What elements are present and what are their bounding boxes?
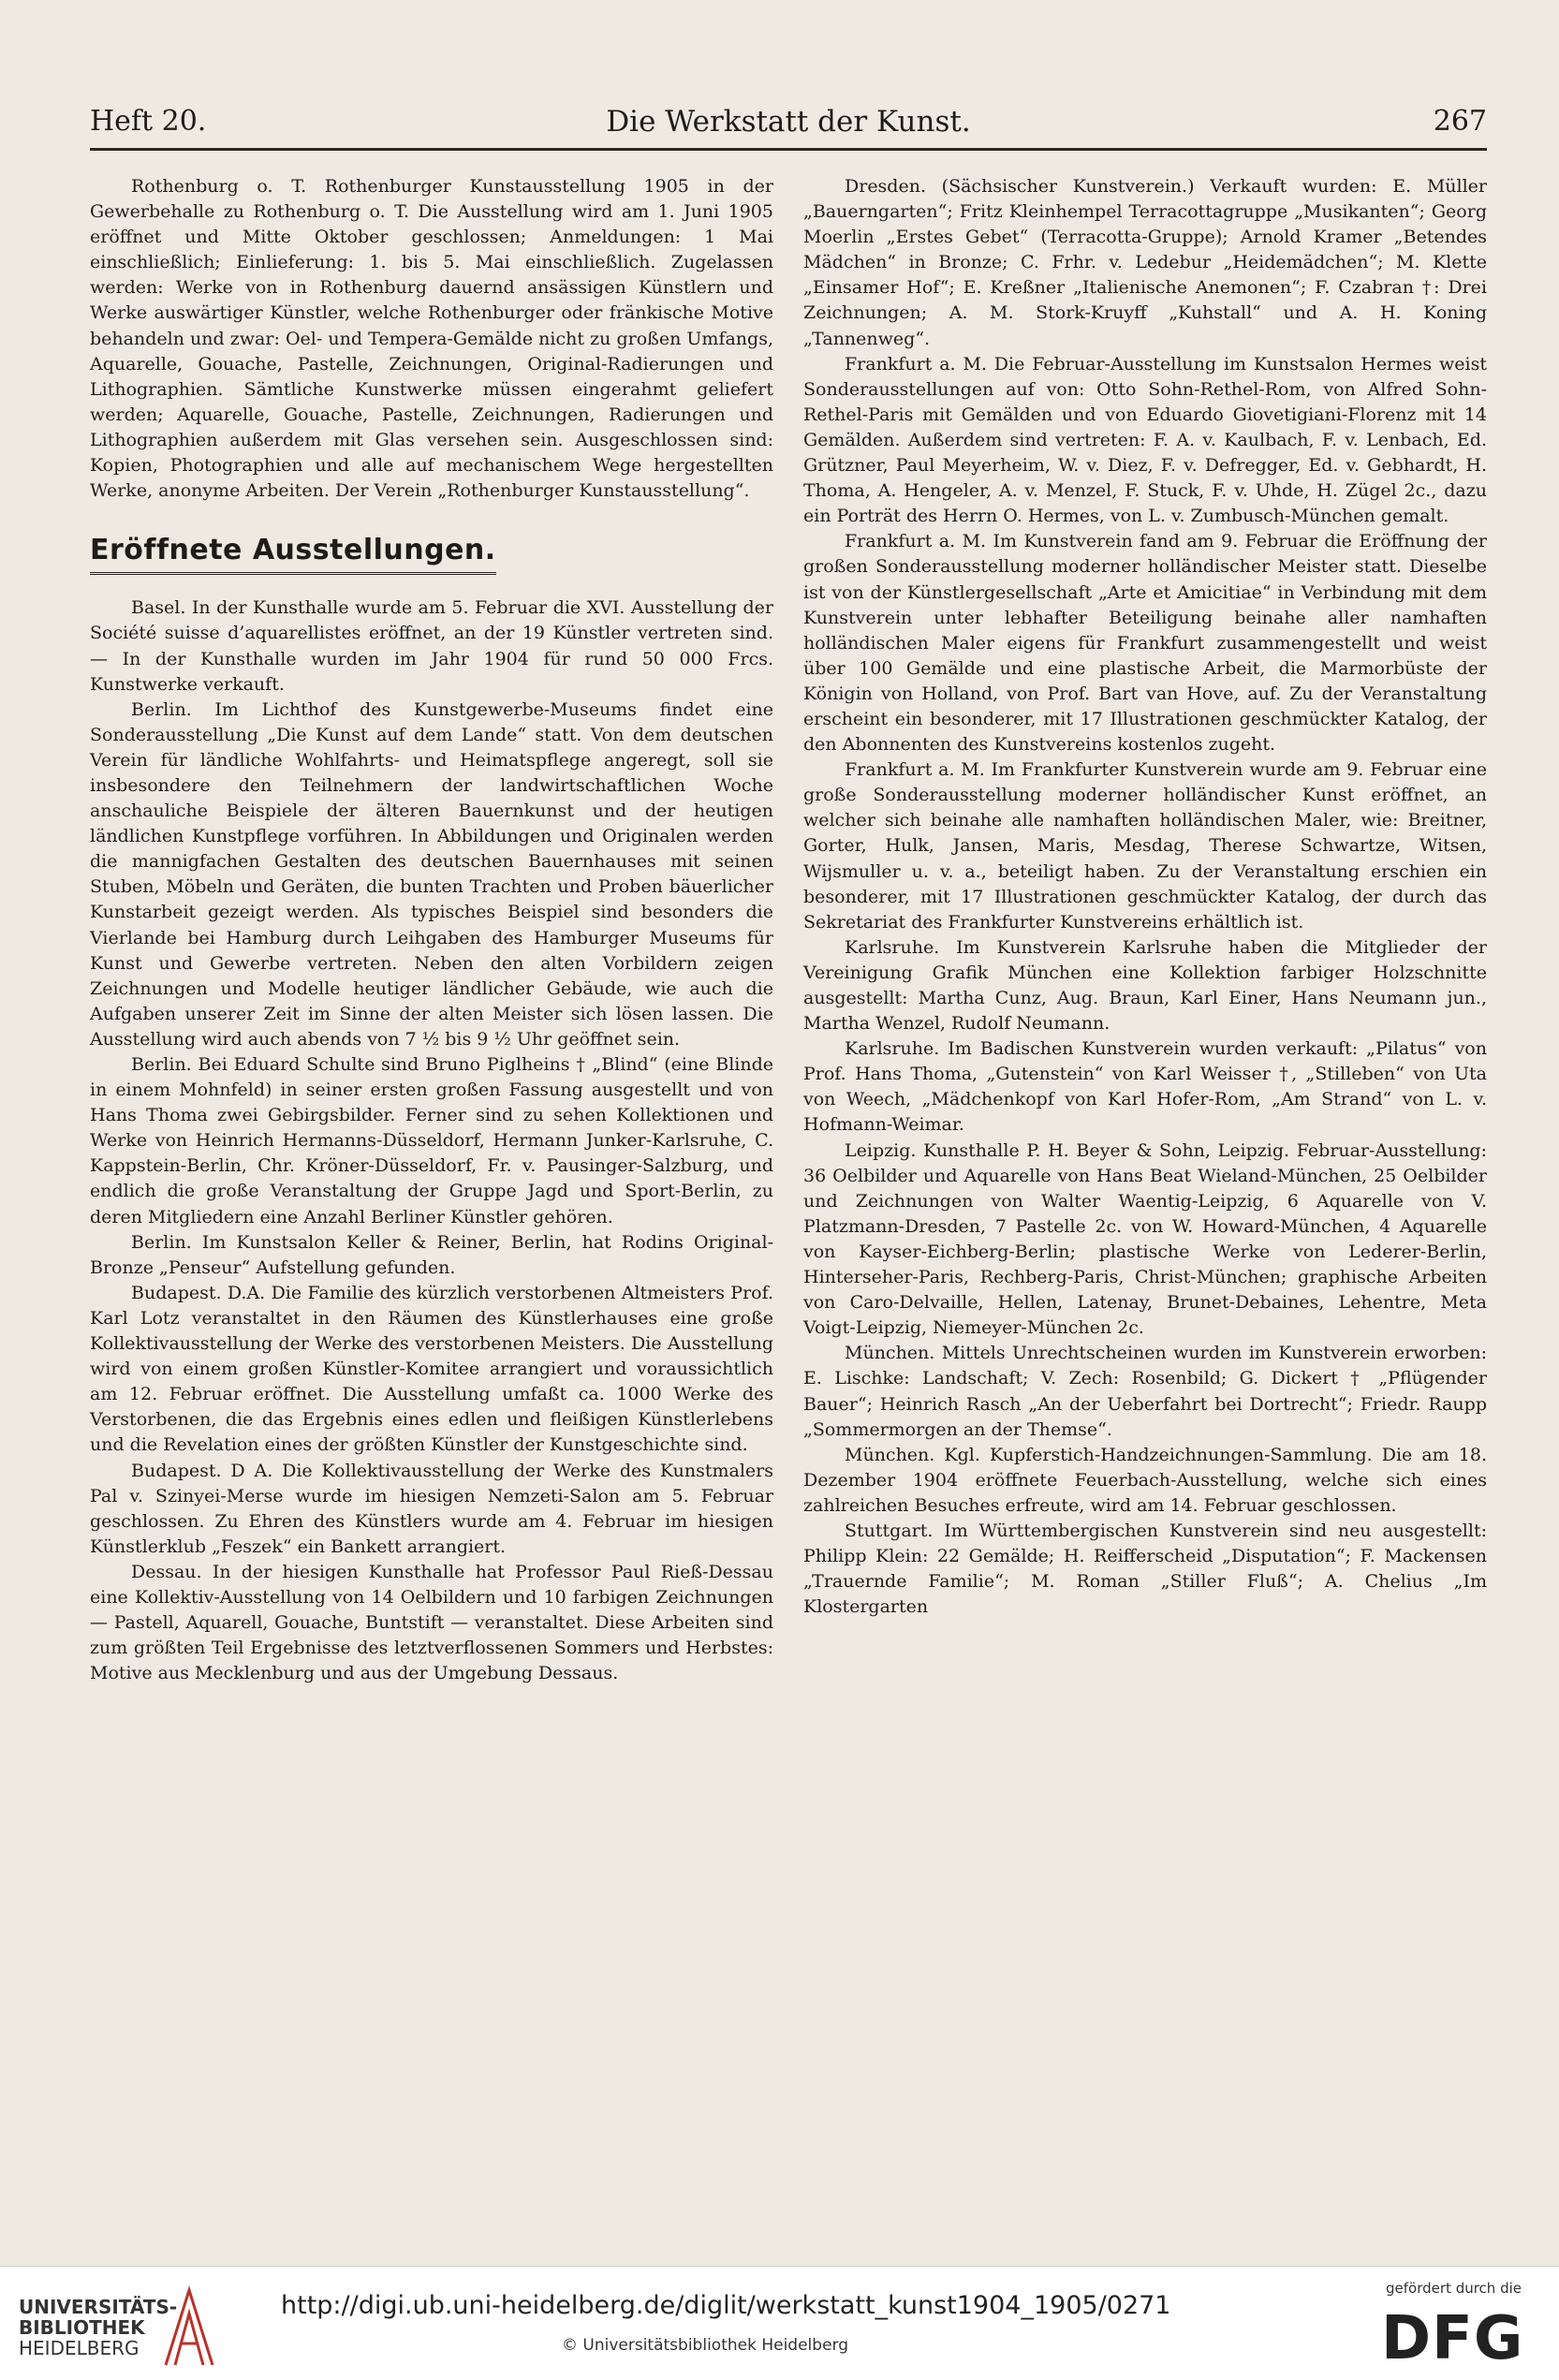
- left-column: [90, 174, 773, 1686]
- paragraph-frankfurt-2: Frankfurt a. M. Im Kunstverein fand am 9. Februar die Eröffnung der großen Sonderausstellung moderner holländischer Meister statt. Dieselbe ist von der Künstlergesellschaft „Arte et Amicitiae“ in Verbindung mit dem Kunstverein unter lebhafter Beteiligung beinahe aller namhaften holländischen Maler eigens für Frankfurt zusammengestellt und weist über 100 Gemälde und eine plastische Arbeit, die Marmorbüste der Königin von Holland, von Prof. Bart van Hove, auf. Zu der Veranstaltung erscheint ein besonderer, mit 17 Illustrationen geschmückter Katalog, der den Abonnenten des Kunstvereins kostenlos zugeht.: [803, 531, 1487, 756]
- dfg-logo[interactable]: DFG: [1381, 2304, 1524, 2373]
- page-number: 267: [1433, 105, 1487, 138]
- running-title: Die Werkstatt der Kunst.: [606, 105, 971, 139]
- funding-note: gefördert durch die: [1386, 2280, 1522, 2297]
- paragraph-muenchen-1: München. Mittels Unrechtscheinen wurden im Kunstverein erworben: E. Lischke: Landschaft; V. Zech: Rosenbild; G. Dickert † „Pflügender Bauer“; Heinrich Rasch „An der Ueberfahrt bei Dortrecht“; Friedr. Raupp „Sommermorgen an der Themse“.: [803, 1343, 1487, 1440]
- header-rule: [90, 148, 1487, 151]
- paragraph-berlin-2: Berlin. Bei Eduard Schulte sind Bruno Piglheins † „Blind“ (eine Blinde in einem Mohnfeld) in seiner ersten großen Fassung ausgestellt und von Hans Thoma zwei Gebirgsbilder. Ferner sind zu sehen Kollektionen und Werke von Heinrich Hermanns-Düsseldorf, Hermann Junker-Karlsruhe, C. Kappstein-Berlin, Chr. Kröner-Düsseldorf, Fr. v. Pausinger-Salzburg, und endlich die große Veranstaltung der Gruppe Jagd und Sport-Berlin, zu deren Mitgliedern eine Anzahl Berliner Künstler gehören.: [90, 1054, 773, 1227]
- paragraph-rothenburg: Rothenburg o. T. Rothenburger Kunstausstellung 1905 in der Gewerbehalle zu Rothenburg o. T. Die Ausstellung wird am 1. Juni 1905 eröffnet und Mitte Oktober geschlossen; Anmeldungen: 1 Mai einschließlich; Einlieferung: 1. bis 5. Mai einschließlich. Zugelassen werden: Werke von in Rothenburg dauernd ansässigen Künstlern und Werke auswärtiger Künstler, welche Rothenburger oder fränkische Motive behandeln und zwar: Oel- und Tempera-Gemälde nicht zu großen Umfangs, Aquarelle, Gouache, Pastelle, Zeichnungen, Original-Radierungen und Lithographien. Sämtliche Kunstwerke müssen eingerahmt geliefert werden; Aquarelle, Gouache, Pastelle, Zeichnungen, Radierungen und Lithographien außerdem mit Glas versehen sein. Ausgeschlossen sind: Kopien, Photographien und alle auf mechanischem Wege hergestellten Werke, anonyme Arbeiten. Der Verein „Rothenburger Kunstausstellung“.: [90, 176, 773, 502]
- paragraph-berlin-1: Berlin. Im Lichthof des Kunstgewerbe-Museums findet eine Sonderausstellung „Die Kunst auf dem Lande“ statt. Von dem deutschen Verein für ländliche Wohlfahrts- und Heimatspflege angeregt, soll sie insbesondere den Teilnehmern der landwirtschaftlichen Woche anschauliche Beispiele der älteren Bauernkunst und der heutigen ländlichen Kunstpflege vorführen. In Abbildungen und Originalen werden die mannigfachen Gestalten des deutschen Bauernhauses mit seinen Stuben, Möbeln und Geräten, die bunten Trachten und Proben bäuerlicher Kunstarbeit gezeigt werden. Als typisches Beispiel sind besonders die Vierlande bei Hamburg durch Leihgaben des Hamburger Museums für Kunst und Gewerbe vertreten. Neben den alten Vorbildern zeigen Zeichnungen und Modelle heutiger ländlicher Gebäude, wie auch die Aufgaben unserer Zeit im Sinne der alten Meister sich lösen lassen. Die Ausstellung wird auch abends von 7 ½ bis 9 ½ Uhr geöffnet sein.: [90, 698, 773, 1050]
- paragraph-karlsruhe-1: Karlsruhe. Im Kunstverein Karlsruhe haben die Mitglieder der Vereinigung Grafik München eine Kollektion farbiger Holzschnitte ausgestellt: Martha Cunz, Aug. Braun, Karl Einer, Hans Neumann jun., Martha Wenzel, Rudolf Neumann.: [803, 936, 1487, 1035]
- paragraph-leipzig: Leipzig. Kunsthalle P. H. Beyer & Sohn, Leipzig. Februar-Ausstellung: 36 Oelbilder und Aquarelle von Hans Beat Wieland-München, 25 Oelbilder und Zeichnungen von Walter Waentig-Leipzig, 6 Aquarelle von V. Platzmann-Dresden, 7 Pastelle 2c. von W. Howard-München, 4 Aquarelle von Kayser-Eichberg-Berlin; plastische Werke von Lederer-Berlin, Hinterseher-Paris, Rechberg-Paris, Christ-München; graphische Arbeiten von Caro-Delvaille, Hellen, Latenay, Brunet-Debaines, Lehentre, Meta Voigt-Leipzig, Niemeyer-München 2c.: [803, 1139, 1487, 1339]
- paragraph-frankfurt-3: Frankfurt a. M. Im Frankfurter Kunstverein wurde am 9. Februar eine große Sonderausstellung moderner holländischer Kunst eröffnet, an welcher sich beinahe alle namhaften holländischen Maler, wie: Breitner, Gorter, Hulk, Jansen, Maris, Mesdag, Therese Schwartze, Witsen, Wijsmuller u. v. a., beteiligt haben. Zu der Veranstaltung erschien ein besonderer, mit 17 Illustrationen geschmückter Katalog, der durch das Sekretariat des Frankfurter Kunstvereins erhältlich ist.: [803, 759, 1487, 933]
- paragraph-dresden: Dresden. (Sächsischer Kunstverein.) Verkauft wurden: E. Müller „Bauerngarten“; Fritz Kleinhempel Terracottagruppe „Musikanten“; Georg Moerlin „Erstes Gebet“ (Terracotta-Gruppe); Arnold Kramer „Betendes Mädchen“ in Bronze; C. Frhr. v. Ledebur „Heidemädchen“; M. Klette „Einsamer Hof“; E. Kreßner „Italienische Anemonen“; F. Czabran †: Drei Zeichnungen; A. M. Stork-Kruyff „Kuhstall“ und A. H. Koning „Tannenweg“.: [803, 176, 1487, 349]
- paragraph-berlin-3: Berlin. Im Kunstsalon Keller & Reiner, Berlin, hat Rodins Original-Bronze „Penseur“ Aufstellung gefunden.: [90, 1231, 773, 1278]
- paragraph-budapest-1: Budapest. D.A. Die Familie des kürzlich verstorbenen Altmeisters Prof. Karl Lotz veranstaltet in den Räumen des Künstlerhauses eine große Kollektivausstellung der Werke des verstorbenen Meisters. Die Ausstellung wird von einem großen Künstler-Komitee arrangiert und voraussichtlich am 12. Februar eröffnet. Die Ausstellung umfaßt ca. 1000 Werke des Verstorbenen, die das Ergebnis eines edlen und fleißigen Künstlerlebens und die Revelation eines der größten Künstler der Kunstgeschichte sind.: [90, 1282, 773, 1456]
- permalink-url[interactable]: http://digi.ub.uni-heidelberg.de/diglit/werkstatt_kunst1904_1905/0271: [281, 2291, 1171, 2320]
- viewer-footer: [0, 2266, 1559, 2380]
- library-logo-icon: [161, 2285, 217, 2370]
- paragraph-muenchen-2: München. Kgl. Kupferstich-Handzeichnungen-Sammlung. Die am 18. Dezember 1904 eröffnete Feuerbach-Ausstellung, welche sich eines zahlreichen Besuches erfreute, wird am 14. Februar geschlossen.: [803, 1444, 1487, 1516]
- paragraph-stuttgart: Stuttgart. Im Württembergischen Kunstverein sind neu ausgestellt: Philipp Klein: 22 Gemälde; H. Reifferscheid „Disputation“; F. Mackensen „Trauernde Familie“; M. Roman „Stiller Fluß“; A. Chelius „Im Klostergarten: [803, 1520, 1487, 1618]
- paragraph-budapest-2: Budapest. D A. Die Kollektivausstellung der Werke des Kunstmalers Pal v. Szinyei-Merse wurde im hiesigen Nemzeti-Salon am 5. Februar geschlossen. Zu Ehren des Künstlers wurde am 4. Februar im hiesigen Künstlerklub „Feszek“ ein Bankett arrangiert.: [90, 1460, 773, 1557]
- section-title: Eröffnete Ausstellungen.: [90, 537, 496, 575]
- paragraph-karlsruhe-2: Karlsruhe. Im Badischen Kunstverein wurden verkauft: „Pilatus“ von Prof. Hans Thoma, „Gutenstein“ von Karl Weisser †, „Stilleben“ von Uta von Weech, „Mädchenkopf von Karl Hofer-Rom, „Am Strand“ von L. v. Hofmann-Weimar.: [803, 1038, 1487, 1136]
- page-header: [90, 97, 1487, 144]
- issue-label: Heft 20.: [90, 105, 207, 138]
- library-line-3: HEIDELBERG: [19, 2337, 140, 2359]
- library-line-1: UNIVERSITÄTS-: [19, 2296, 178, 2318]
- paragraph-dessau: Dessau. In der hiesigen Kunsthalle hat Professor Paul Rieß-Dessau eine Kollektiv-Ausstellung von 14 Oelbildern und 10 farbigen Zeichnungen — Pastell, Aquarell, Gouache, Buntstift — veranstaltet. Diese Arbeiten sind zum größten Teil Ergebnisse des letztverflossenen Sommers und Herbstes: Motive aus Mecklenburg und aus der Umgebung Dessaus.: [90, 1561, 773, 1684]
- right-column: [803, 174, 1487, 1620]
- library-line-2: BIBLIOTHEK: [19, 2316, 145, 2339]
- paragraph-frankfurt-1: Frankfurt a. M. Die Februar-Ausstellung im Kunstsalon Hermes weist Sonderausstellungen auf von: Otto Sohn-Rethel-Rom, von Alfred Sohn-Rethel-Paris mit Gemälden und von Eduardo Giovetigiani-Florenz mit 14 Gemälden. Außerdem sind vertreten: F. A. v. Kaulbach, F. v. Lenbach, Ed. Grützner, Paul Meyerheim, W. v. Diez, F. v. Defregger, Ed. v. Gebhardt, H. Thoma, A. Hengeler, A. v. Menzel, F. Stuck, F. v. Uhde, H. Zügel 2c., dazu ein Porträt des Herrn O. Hermes, von L. v. Zumbusch-München gemalt.: [803, 353, 1487, 527]
- paragraph-basel: Basel. In der Kunsthalle wurde am 5. Februar die XVI. Ausstellung der Société suisse d’aquarellistes eröffnet, an der 19 Künstler vertreten sind. — In der Kunsthalle wurden im Jahr 1904 für rund 50 000 Frcs. Kunstwerke verkauft.: [90, 597, 773, 695]
- copyright-notice: © Universitätsbibliothek Heidelberg: [562, 2336, 849, 2355]
- library-name: [19, 2297, 177, 2358]
